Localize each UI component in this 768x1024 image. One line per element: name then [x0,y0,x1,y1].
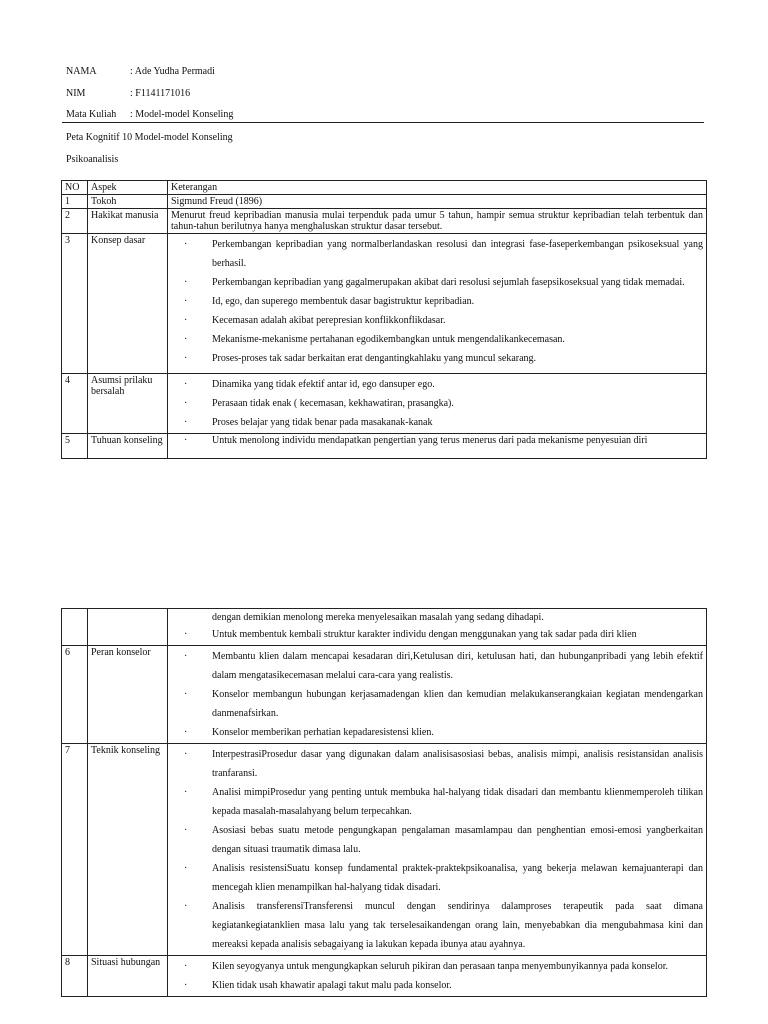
table-header-row [62,181,707,195]
course-label: Mata Kuliah [66,109,117,120]
bullet-dot: · [184,417,188,428]
bullet-dot: · [184,980,188,991]
table-row [62,209,707,234]
table-row [62,646,707,744]
bullet-dot: · [184,296,188,307]
nim-label: NIM [66,88,86,99]
bullet-dot: · [184,334,188,345]
row-bullets [168,374,707,434]
table-row [62,234,707,374]
row-aspek: Situasi hubungan [88,956,168,997]
row-no: 1 [62,195,88,209]
row-bullets [168,646,707,744]
bullet-dot: · [184,961,188,972]
row-no: 2 [62,209,88,234]
bullet-dot: · [184,825,188,836]
row-aspek [88,609,168,646]
bullet-dot: · [184,651,188,662]
list-item: · Membantu klien dalam mencapai kesadaran diri,Ketulusan diri, ketulusan hati, dan hubunganpribadi yang lebih efektif dalam mengatasikecemasan melalui cara-cara yang realistis. [171,647,703,685]
list-item: · Proses-proses tak sadar berkaitan erat dengantingkahlaku yang muncul sekarang. [171,349,703,368]
model-table-page-1 [61,180,707,459]
row-aspek: Peran konselor [88,646,168,744]
row-no: 3 [62,234,88,374]
name-value: : Ade Yudha Permadi [130,66,215,77]
list-item: · Proses belajar yang tidak benar pada masakanak-kanak [171,413,703,432]
list-item: · Dinamika yang tidak efektif antar id, ego dansuper ego. [171,375,703,394]
bullet-dot: · [184,901,188,912]
bullet-dot: · [184,277,188,288]
row-aspek: Asumsi prilaku bersalah [88,374,168,434]
row-bullets [168,609,707,646]
section-title: Psikoanalisis [66,154,119,165]
row-no: 4 [62,374,88,434]
list-item: · Analisis transferensiTransferensi muncul dengan sendirinya dalamproses terapeutik pada saat dimana kegiatankegiatanklien masa lalu yang tak terselesaikandengan orang lain, menyebabkan dia mengubahmasa kini dan mereaksi kepada analisis sebagaiyang ia lakukan kepada ibunya atau ayahnya. [171,897,703,954]
row-aspek: Tokoh [88,195,168,209]
list-item: · Konselor membangun hubungan kerjasamadengan klien dan kemudian melakukanserangkaian kegiatan mendengarkan danmenafsirkan. [171,685,703,723]
course-value: : Model-model Konseling [130,109,234,120]
model-table-page-2 [61,608,707,997]
header-keterangan: Keterangan [168,181,707,195]
table-row [62,609,707,646]
row-no: 6 [62,646,88,744]
list-item: · Perkembangan kepribadian yang normalberlandaskan resolusi dan integrasi fase-faseperkembangan psikoseksual yang berhasil. [171,235,703,273]
header-no: NO [62,181,88,195]
bullet-dot: · [184,398,188,409]
bullet-dot: · [184,727,188,738]
list-item: · Untuk menolong individu mendapatkan pengertian yang terus menerus dari pada mekanisme penyesuian diri [184,435,648,446]
row-no: 7 [62,744,88,956]
bullet-dot: · [184,435,188,446]
row-aspek: Konsep dasar [88,234,168,374]
bullet-dot: · [184,379,188,390]
bullet-dot: · [184,749,188,760]
list-item: · Mekanisme-mekanisme pertahanan egodikembangkan untuk mengendalikankecemasan. [171,330,703,349]
row-no: 8 [62,956,88,997]
bullet-dot: · [184,353,188,364]
list-item: · Asosiasi bebas suatu metode pengungkapan pengalaman masamlampau dan penghentian emosi-emosi yangberkaitan dengan situasi traumatik dimasa lalu. [171,821,703,859]
list-item: · InterpestrasiProsedur dasar yang digunakan dalam analisisasosiasi bebas, analisis mimpi, analisis resistansidan analisis tranfaransi. [171,745,703,783]
list-item: · Konselor memberikan perhatian kepadaresistensi klien. [171,723,703,742]
nim-value: : F1141171016 [130,88,191,99]
bullet-dot: · [184,629,188,640]
table-row [62,434,707,459]
row-aspek: Hakikat manusia [88,209,168,234]
header-aspek: Aspek [88,181,168,195]
list-item: · Analisis resistensiSuatu konsep fundamental praktek-praktekpsikoanalisa, yang bekerja melawan kemajuanterapi dan mencegah klien menampilkan hal-halyang tidak disadari. [171,859,703,897]
row-bullets [168,744,707,956]
header-rule [62,122,704,123]
table-row [62,195,707,209]
name-label: NAMA [66,66,97,77]
bullet-dot: · [184,689,188,700]
list-item: · Untuk membentuk kembali struktur karakter individu dengan menggunakan yang tak sadar pada diri klien [171,625,703,644]
list-item: · Kecemasan adalah akibat perepresian konflikkonflikdasar. [171,311,703,330]
table-row [62,956,707,997]
row-bullets [168,434,707,459]
list-item: · Perkembangan kepribadian yang gagalmerupakan akibat dari resolusi sejumlah fasepsikoseksual yang tidak memadai. [171,273,703,292]
bullet-dot: · [184,787,188,798]
row-no: 5 [62,434,88,459]
list-item: · Klien tidak usah khawatir apalagi takut malu pada konselor. [171,976,703,995]
row-text: Menurut freud kepribadian manusia mulai terpenduk pada umur 5 tahun, hampir semua struktur kepribadian telah terbentuk dan tahun-tahun berilutnya hanya menghaluskan struktur dasar tersebut. [168,209,707,234]
table-row [62,744,707,956]
row-aspek: Teknik konseling [88,744,168,956]
list-item: · Id, ego, dan superego membentuk dasar bagistruktur kepribadian. [171,292,703,311]
row-bullets [168,956,707,997]
list-item: · Kilen seyogyanya untuk mengungkapkan seluruh pikiran dan perasaan tanpa menyembunyikannya pada konselor. [171,957,703,976]
list-item: · Analisi mimpiProsedur yang penting untuk membuka hal-halyang tidak disadari dan membantu klienmemperoleh tilikan kepada masalah-masalahyang belum terpecahkan. [171,783,703,821]
row-text: Sigmund Freud (1896) [168,195,707,209]
list-item: · Perasaan tidak enak ( kecemasan, kekhawatiran, prasangka). [171,394,703,413]
bullet-dot: · [184,863,188,874]
bullet-dot: · [184,315,188,326]
row-aspek: Tuhuan konseling [88,434,168,459]
table-row [62,374,707,434]
row-bullets [168,234,707,374]
bullet-dot: · [184,239,188,250]
document-title: Peta Kognitif 10 Model-model Konseling [66,132,233,143]
continuation-text: dengan demikian menolong mereka menyelesaikan masalah yang sedang dihadapi. [212,612,544,623]
row-no [62,609,88,646]
